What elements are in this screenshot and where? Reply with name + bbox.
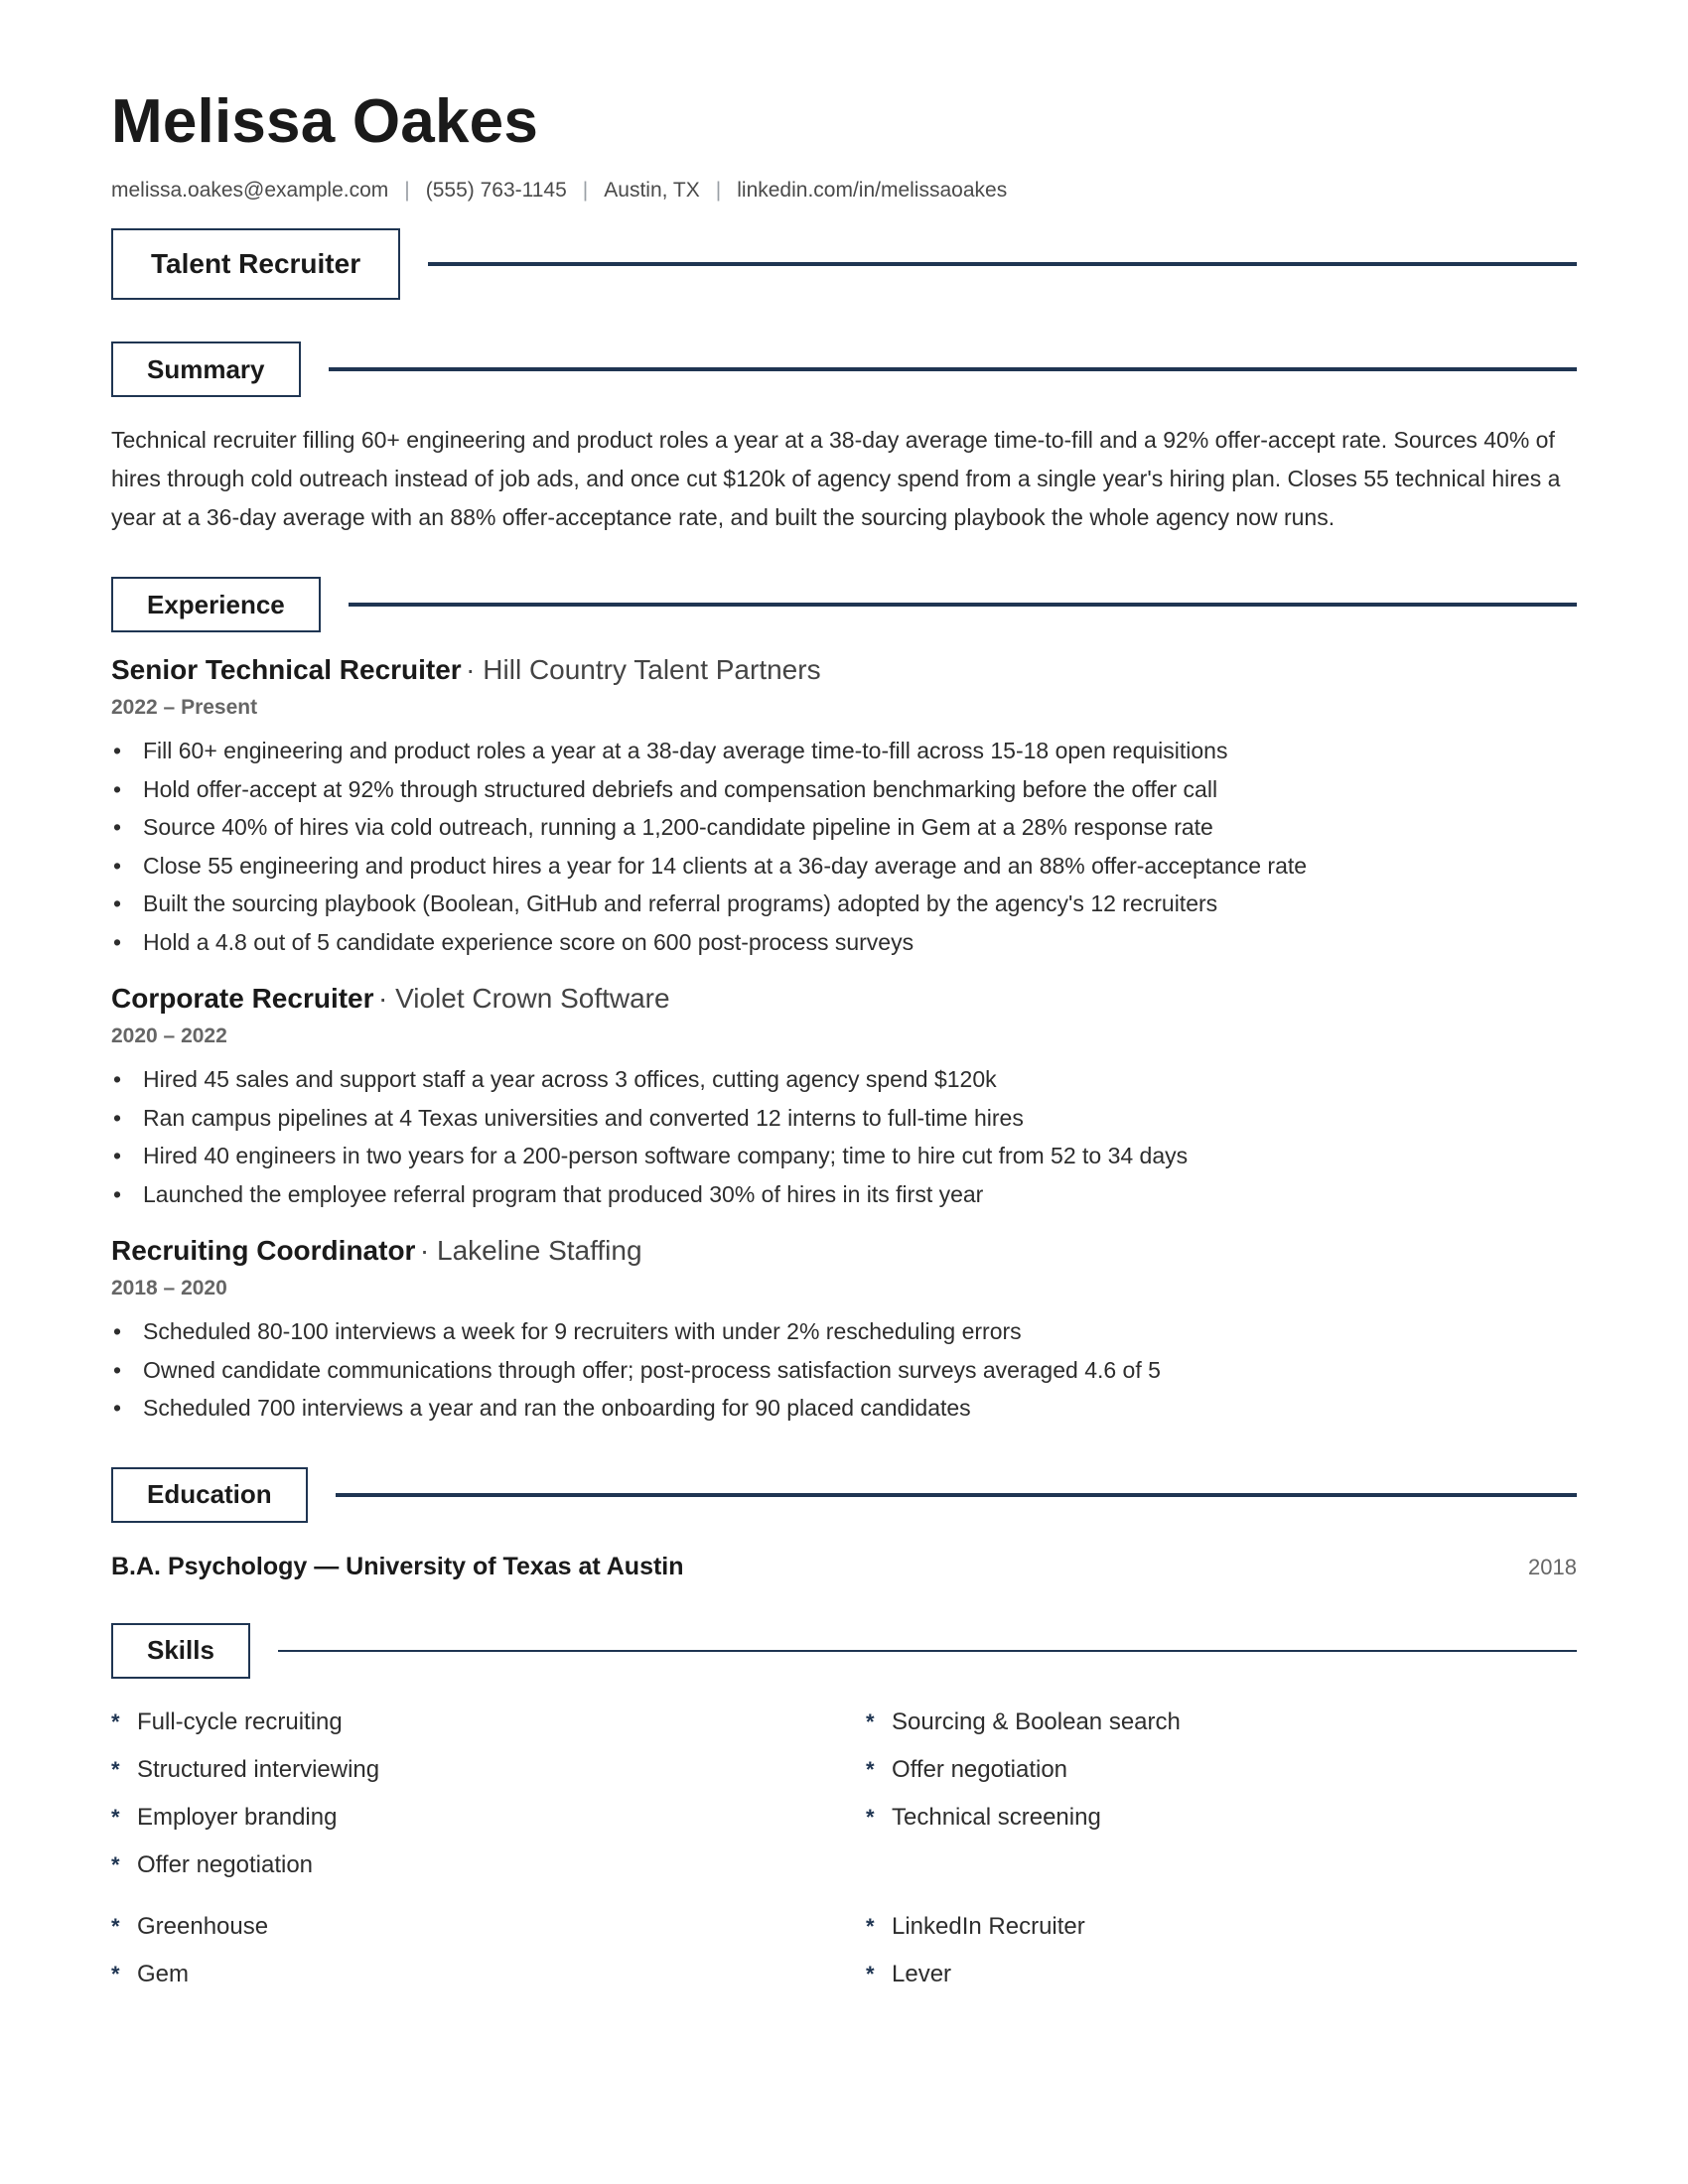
job-entry <box>111 983 1577 1213</box>
contact-email[interactable]: melissa.oakes@example.com <box>111 179 389 202</box>
job-bullet: • Hold a 4.8 out of 5 candidate experience score on 600 post-process surveys <box>111 923 1577 962</box>
job-title: Senior Technical Recruiter <box>111 654 462 685</box>
skill-marker: * <box>111 1804 120 1830</box>
education-entry <box>111 1553 1577 1581</box>
skill-label: Full-cycle recruiting <box>137 1707 343 1735</box>
skill-label: Technical screening <box>892 1803 1101 1831</box>
skill-label: Greenhouse <box>137 1912 269 1940</box>
job-company: · Lakeline Staffing <box>419 1235 642 1266</box>
job-entry <box>111 1235 1577 1428</box>
skill-label: Employer branding <box>137 1803 338 1831</box>
job-bullet: • Scheduled 700 interviews a year and ran the onboarding for 90 placed candidates <box>111 1389 1577 1428</box>
job-bullet: • Close 55 engineering and product hires a year for 14 clients at a 36-day average and an 88% offer-acceptance rate <box>111 847 1577 886</box>
job-heading <box>111 1235 1577 1267</box>
skill-item <box>111 1794 866 1842</box>
job-bullet: • Launched the employee referral program that produced 30% of hires in its first year <box>111 1175 1577 1214</box>
skill-label: Offer negotiation <box>892 1755 1068 1783</box>
job-heading <box>111 654 1577 686</box>
section-rule <box>278 1650 1577 1652</box>
skill-item <box>111 1951 866 1998</box>
job-bullets <box>111 1060 1577 1213</box>
skill-marker: * <box>111 1851 120 1877</box>
job-bullet: • Source 40% of hires via cold outreach, running a 1,200-candidate pipeline in Gem at a 28% response rate <box>111 808 1577 847</box>
contact-location: Austin, TX <box>604 179 700 202</box>
skill-label: Structured interviewing <box>137 1755 380 1783</box>
job-bullet: • Scheduled 80-100 interviews a week for 9 recruiters with under 2% rescheduling errors <box>111 1312 1577 1351</box>
job-bullet: • Hired 40 engineers in two years for a 200-person software company; time to hire cut from 52 to 34 days <box>111 1137 1577 1175</box>
skill-marker: * <box>111 1913 120 1939</box>
contact-separator: | <box>715 179 722 202</box>
job-title-box: Talent Recruiter <box>111 228 400 300</box>
job-bullets <box>111 1312 1577 1428</box>
skill-item <box>111 1903 866 1951</box>
experience-list <box>111 654 1577 1428</box>
skills-section-head <box>111 1623 1577 1679</box>
skill-item <box>866 1951 1577 1998</box>
experience-section-head <box>111 577 1577 632</box>
education-heading: Education <box>111 1467 308 1523</box>
skill-marker: * <box>866 1913 875 1939</box>
job-bullet: • Ran campus pipelines at 4 Texas universities and converted 12 interns to full-time hires <box>111 1099 1577 1138</box>
education-year: 2018 <box>1528 1554 1577 1579</box>
section-rule <box>329 367 1578 371</box>
job-bullet: • Hired 45 sales and support staff a year across 3 offices, cutting agency spend $120k <box>111 1060 1577 1099</box>
summary-section-head <box>111 341 1577 397</box>
skill-item <box>866 1746 1577 1794</box>
job-dates: 2018 – 2020 <box>111 1277 227 1299</box>
skill-marker: * <box>111 1961 120 1986</box>
experience-heading: Experience <box>111 577 321 632</box>
skill-label: Sourcing & Boolean search <box>892 1707 1181 1735</box>
skill-item <box>866 1699 1577 1746</box>
education-section-head <box>111 1467 1577 1523</box>
job-title: Recruiting Coordinator <box>111 1235 416 1266</box>
skill-item <box>866 1794 1577 1842</box>
section-rule <box>428 262 1577 266</box>
contact-phone: (555) 763-1145 <box>425 179 567 202</box>
skill-label: LinkedIn Recruiter <box>892 1912 1085 1940</box>
summary-heading: Summary <box>111 341 301 397</box>
job-bullets <box>111 732 1577 961</box>
summary-text: Technical recruiter filling 60+ engineering and product roles a year at a 38-day average time-to-fill and a 92% offer-accept rate. Sources 40% of hires through cold outreach instead of job ads, and once cut $120k of agency spend from a single year's hiring plan. Closes 55 technical hires a year at a 36-day average with an 88% offer-acceptance rate, and built the sourcing playbook the whole agency now runs. <box>111 427 1561 530</box>
job-title: Corporate Recruiter <box>111 983 374 1014</box>
job-bullet: • Hold offer-accept at 92% through structured debriefs and compensation benchmarking before the offer call <box>111 770 1577 809</box>
job-bullet: • Built the sourcing playbook (Boolean, GitHub and referral programs) adopted by the agency's 12 recruiters <box>111 885 1577 923</box>
skill-marker: * <box>866 1708 875 1734</box>
job-entry <box>111 654 1577 961</box>
skill-item <box>111 1699 866 1746</box>
skill-marker: * <box>866 1756 875 1782</box>
skill-item <box>111 1842 866 1889</box>
skill-label: Lever <box>892 1960 952 1987</box>
job-heading <box>111 983 1577 1015</box>
skill-marker: * <box>111 1708 120 1734</box>
skill-item <box>866 1903 1577 1951</box>
candidate-name: Melissa Oakes <box>111 87 539 156</box>
skills-tools-list <box>111 1903 1577 1998</box>
education-degree: B.A. Psychology — University of Texas at Austin <box>111 1552 684 1580</box>
job-bullet: • Fill 60+ engineering and product roles a year at a 38-day average time-to-fill across 15-18 open requisitions <box>111 732 1577 770</box>
section-rule <box>336 1493 1577 1497</box>
contact-separator: | <box>404 179 410 202</box>
job-company: · Hill Country Talent Partners <box>466 654 821 685</box>
job-company: · Violet Crown Software <box>377 983 670 1014</box>
skill-item <box>111 1746 866 1794</box>
skill-marker: * <box>111 1756 120 1782</box>
skills-core-list <box>111 1699 1577 1889</box>
skills-heading: Skills <box>111 1623 250 1679</box>
job-bullet: • Owned candidate communications through offer; post-process satisfaction surveys averaged 4.6 of 5 <box>111 1351 1577 1390</box>
job-dates: 2020 – 2022 <box>111 1024 227 1047</box>
skill-label: Offer negotiation <box>137 1850 314 1878</box>
job-title-section <box>111 228 1577 300</box>
contact-separator: | <box>582 179 589 202</box>
job-dates: 2022 – Present <box>111 696 258 719</box>
skill-marker: * <box>866 1961 875 1986</box>
section-rule <box>349 603 1577 607</box>
skill-marker: * <box>866 1804 875 1830</box>
skill-label: Gem <box>137 1960 190 1987</box>
contact-linkedin[interactable]: linkedin.com/in/melissaoakes <box>737 179 1008 202</box>
contact-line <box>111 179 1577 203</box>
